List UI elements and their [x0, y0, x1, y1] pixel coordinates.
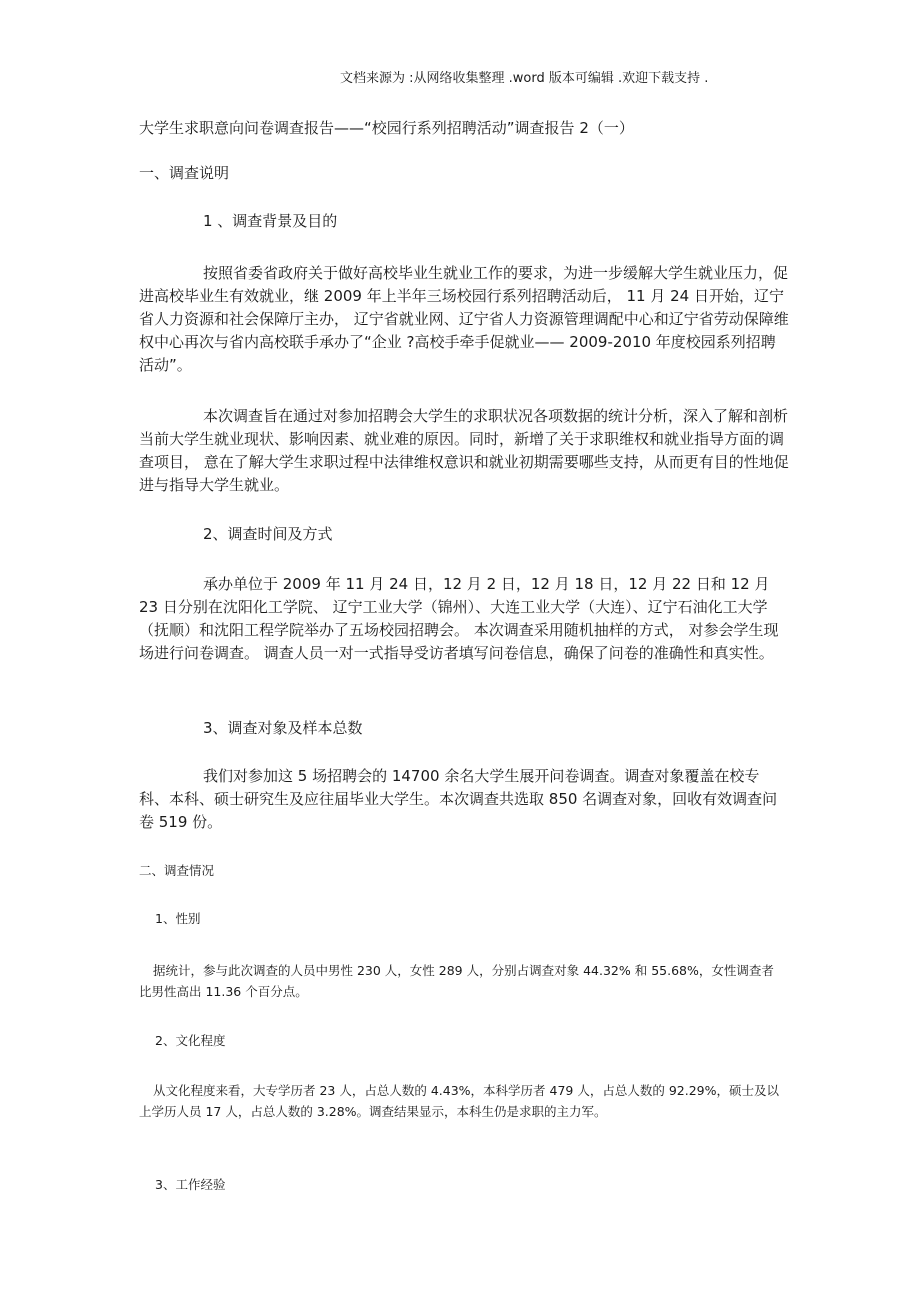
subsection-heading-experience: 3、工作经验: [155, 1177, 226, 1192]
subsection-heading-sample: 3、调查对象及样本总数: [203, 719, 363, 737]
section-heading-survey-description: 一、调查说明: [139, 164, 230, 182]
page-header-note: 文档来源为 :从网络收集整理 .word 版本可编辑 .欢迎下载支持 .: [340, 71, 709, 86]
paragraph-sample: 我们对参加这 5 场招聘会的 14700 余名大学生展开问卷调查。调查对象覆盖在校专科、本科、硕士研究生及应往届毕业大学生。本次调查共选取 850 名调查对象，回收有效调查问卷 519 份。: [139, 767, 778, 831]
paragraph-time-method: 承办单位于 2009 年 11 月 24 日，12 月 2 日，12 月 18 日，12 月 22 日和 12 月 23 日分别在沈阳化工学院、 辽宁工业大学（锦州）、大连工业大学（大连）、辽宁石油化工大学 （抚顺）和沈阳工程学院举办了五场校园招聘会。 本次调查采用随机抽样的方式， 对参会学生现场进行问卷调查。 调查人员一对一式指导受访者填写问卷信息，确保了问卷的准确性和真实性。: [139, 575, 779, 662]
document-title: 大学生求职意向问卷调查报告——“校园行系列招聘活动”调查报告 2（一）: [139, 119, 634, 137]
subsection-heading-time-method: 2、调查时间及方式: [203, 525, 333, 543]
subsection-heading-gender: 1、性别: [155, 911, 201, 926]
subsection-heading-education: 2、文化程度: [155, 1033, 226, 1048]
section-heading-survey-results: 二、调查情况: [139, 863, 215, 878]
paragraph-gender: 据统计，参与此次调查的人员中男性 230 人，女性 289 人，分别占调查对象 44.32% 和 55.68%，女性调查者比男性高出 11.36 个百分点。: [139, 963, 774, 999]
paragraph-purpose: 本次调查旨在通过对参加招聘会大学生的求职状况各项数据的统计分析，深入了解和剖析当前大学生就业现状、影响因素、就业难的原因。同时，新增了关于求职维权和就业指导方面的调查项目， 意在了解大学生求职过程中法律维权意识和就业初期需要哪些支持，从而更有目的性地促进与指导大学生就业。: [139, 407, 789, 494]
paragraph-education: 从文化程度来看，大专学历者 23 人，占总人数的 4.43%，本科学历者 479 人，占总人数的 92.29%，硕士及以上学历人员 17 人，占总人数的 3.28%。调查结果显示，本科生仍是求职的主力军。: [139, 1083, 779, 1119]
subsection-heading-background: 1 、调查背景及目的: [203, 212, 338, 230]
paragraph-background: 按照省委省政府关于做好高校毕业生就业工作的要求，为进一步缓解大学生就业压力，促进高校毕业生有效就业，继 2009 年上半年三场校园行系列招聘活动后， 11 月 24 日开始，辽宁省人力资源和社会保障厅主办， 辽宁省就业网、辽宁省人力资源管理调配中心和辽宁省劳动保障维权中心再次与省内高校联手承办了“企业 ?高校手牵手促就业—— 2009-2010 年度校园系列招聘活动”。: [139, 264, 789, 374]
